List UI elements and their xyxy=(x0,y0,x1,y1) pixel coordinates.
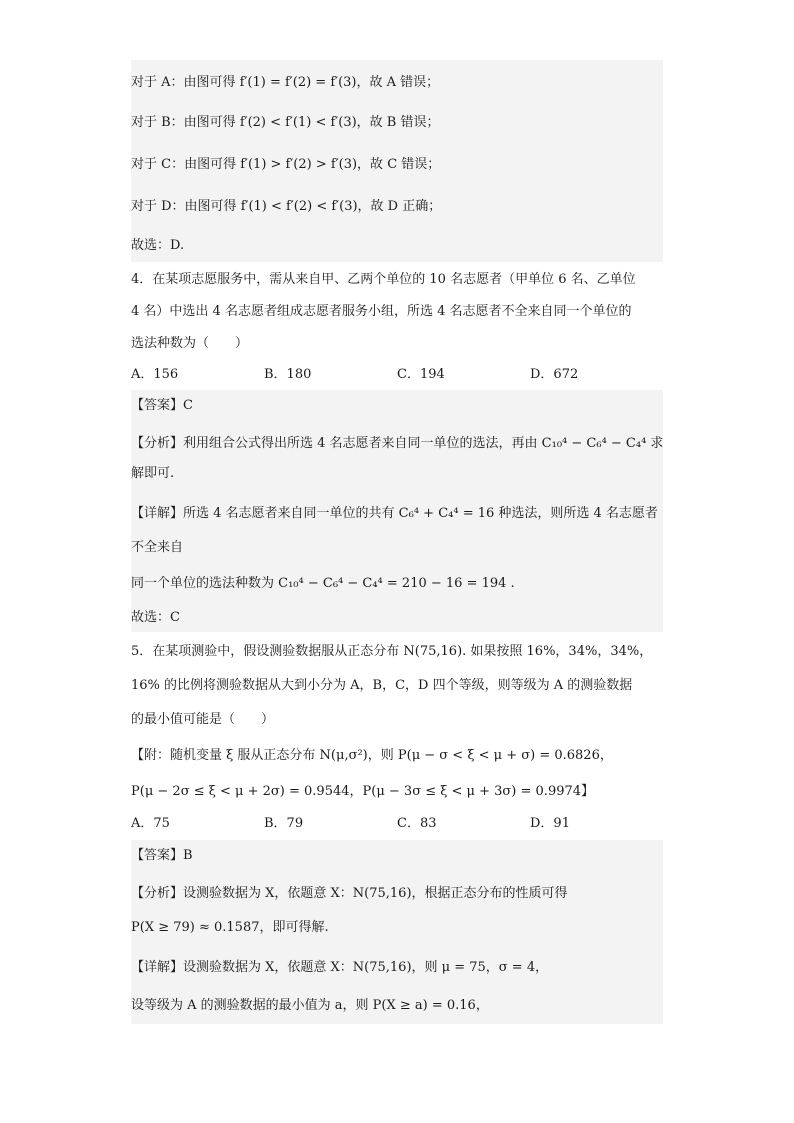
q4-option-b: B．180 xyxy=(264,367,312,382)
q5-detail-2: 设等级为 A 的测验数据的最小值为 a，则 P(X ≥ a) = 0.16， xyxy=(131,986,663,1024)
q5-stem-1: 5．在某项测验中，假设测验数据服从正态分布 N(75,16). 如果按照 16%，34%，34%， xyxy=(131,644,653,659)
q5-stem-2: 16% 的比例将测验数据从大到小分为 A，B，C，D 四个等级，则等级为 A 的测验数据 xyxy=(131,678,633,693)
q5-analysis-1: 【分析】设测验数据为 X，依题意 X：N(75,16)，根据正态分布的性质可得 xyxy=(131,872,663,912)
solution-line-c: 对于 C：由图可得 f′(1) > f′(2) > f′(3)，故 C 错误； xyxy=(131,144,663,186)
q5-detail-1: 【详解】设测验数据为 X，依题意 X：N(75,16)，则 μ = 75，σ = 4， xyxy=(131,946,663,986)
solution-choice: 故选：D. xyxy=(131,228,663,262)
solution-line-a: 对于 A：由图可得 f′(1) = f′(2) = f′(3)，故 A 错误； xyxy=(131,60,663,102)
q4-option-d: D．672 xyxy=(530,367,579,382)
q4-detail-2: 不全来自 xyxy=(131,530,663,562)
q5-option-c: C．83 xyxy=(397,816,437,831)
q4-analysis-1: 【分析】利用组合公式得出所选 4 名志愿者来自同一单位的选法，再由 C₁₀⁴ − C₆⁴ − C₄⁴ 求 xyxy=(131,420,663,460)
q4-stem-2: 4 名）中选出 4 名志愿者组成志愿者服务小组，所选 4 名志愿者不全来自同一个单位的 xyxy=(131,304,632,319)
q5-answer: 【答案】B xyxy=(131,840,663,872)
q5-option-b: B．79 xyxy=(264,816,304,831)
q5-appendix-2: P(μ − 2σ ≤ ξ < μ + 2σ) = 0.9544，P(μ − 3σ ≤ ξ < μ + 3σ) = 0.9974】 xyxy=(131,784,595,799)
q4-analysis-2: 解即可. xyxy=(131,460,663,490)
q4-detail-choice: 故选：C xyxy=(131,600,663,632)
q4-stem-1: 4．在某项志愿服务中，需从来自甲、乙两个单位的 10 名志愿者（甲单位 6 名、乙单位 xyxy=(131,272,636,287)
document-page xyxy=(131,60,663,1024)
q4-detail-1: 【详解】所选 4 名志愿者来自同一单位的共有 C₆⁴ + C₄⁴ = 16 种选法，则所选 4 名志愿者 xyxy=(131,490,663,530)
q5-stem-3: 的最小值可能是（ ） xyxy=(131,712,275,727)
q4-stem-3: 选法种数为（ ） xyxy=(131,336,249,351)
q5-options xyxy=(131,808,663,840)
solution-line-d: 对于 D：由图可得 f′(1) < f′(2) < f′(3)，故 D 正确； xyxy=(131,186,663,228)
q5-appendix-1: 【附：随机变量 ξ 服从正态分布 N(μ,σ²)，则 P(μ − σ < ξ < μ + σ) = 0.6826， xyxy=(131,748,613,763)
q4-detail-3: 同一个单位的选法种数为 C₁₀⁴ − C₆⁴ − C₄⁴ = 210 − 16 = 194 . xyxy=(131,562,663,600)
q5-option-d: D．91 xyxy=(530,816,570,831)
q5-option-a: A．75 xyxy=(131,816,170,831)
q4-option-a: A．156 xyxy=(131,367,179,382)
solution-line-b: 对于 B：由图可得 f′(2) < f′(1) < f′(3)，故 B 错误； xyxy=(131,102,663,144)
q4-answer: 【答案】C xyxy=(131,390,663,420)
q4-option-c: C．194 xyxy=(397,367,445,382)
q4-options xyxy=(131,360,663,390)
q5-analysis-2: P(X ≥ 79) ≈ 0.1587，即可得解. xyxy=(131,912,663,946)
